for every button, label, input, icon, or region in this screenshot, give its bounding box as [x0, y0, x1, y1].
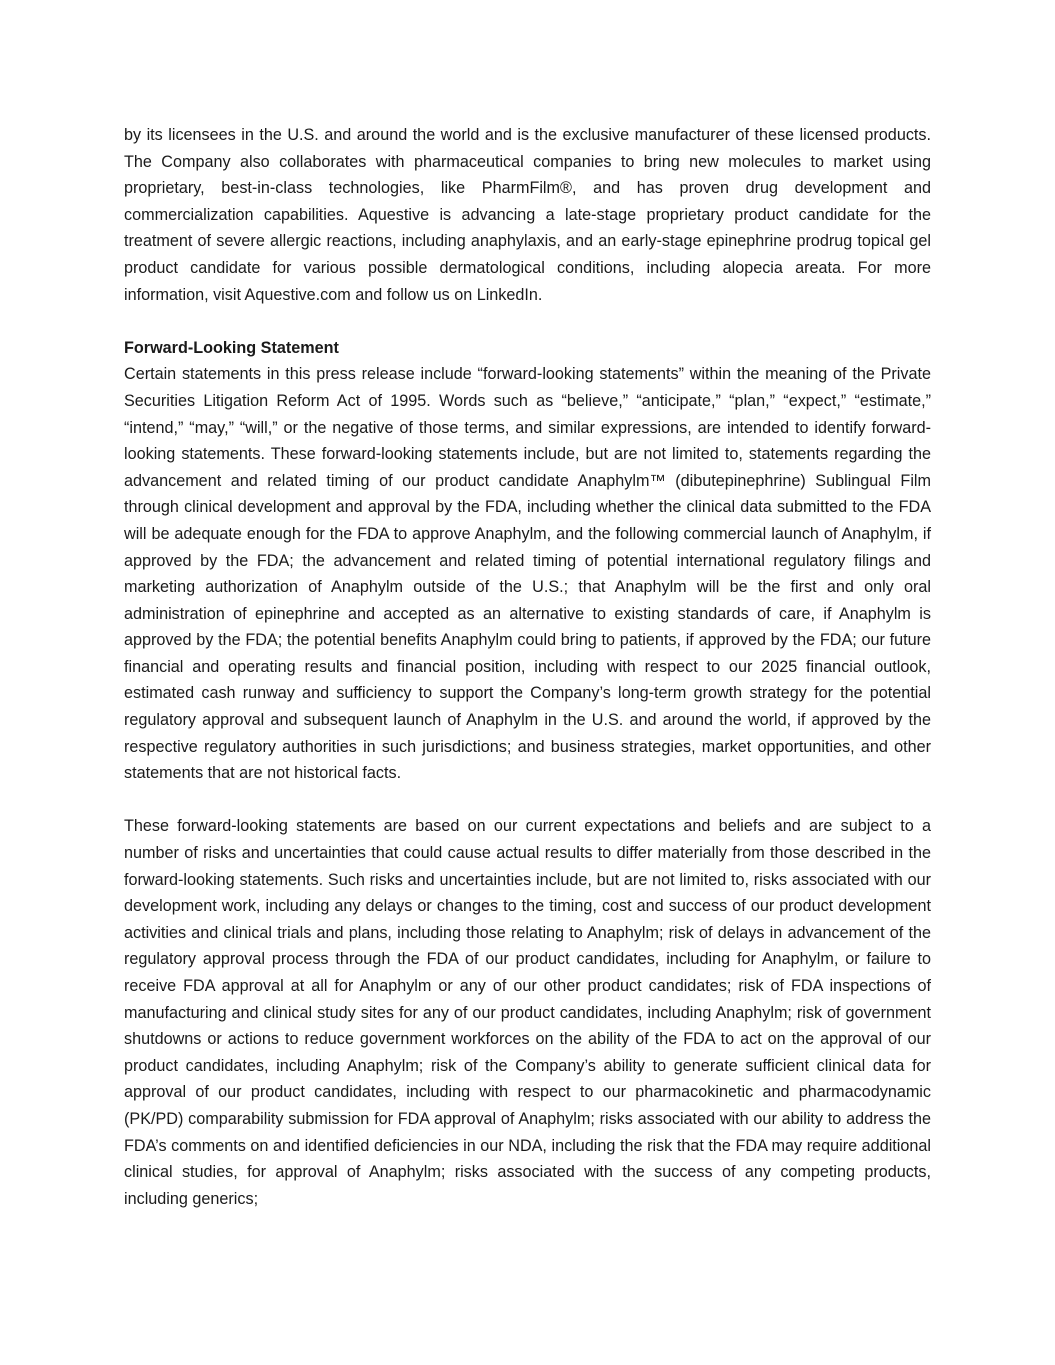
document-page: [124, 122, 931, 1212]
forward-looking-paragraph-2: These forward-looking statements are based on our current expectations and beliefs and are subject to a number of risks and uncertainties that could cause actual results to differ materially from those described in the forward-looking statements. Such risks and uncertainties include, but are not limited to, risks associated with our development work, including any delays or changes to the timing, cost and success of our product development activities and clinical trials and plans, including those relating to Anaphylm; risk of delays in advancement of the regulatory approval process through the FDA of our product candidates, including for Anaphylm, or failure to receive FDA approval at all for Anaphylm or any of our other product candidates; risk of FDA inspections of manufacturing and clinical study sites for any of our product candidates, including Anaphylm; risk of government shutdowns or actions to reduce government workforces on the ability of the FDA to act on the approval of our product candidates, including Anaphylm; risk of the Company’s ability to generate sufficient clinical data for approval of our product candidates, including with respect to our pharmacokinetic and pharmacodynamic (PK/PD) comparability submission for FDA approval of Anaphylm; risks associated with our ability to address the FDA’s comments on and identified deficiencies in our NDA, including the risk that the FDA may require additional clinical studies, for approval of Anaphylm; risks associated with the success of any competing products, including generics;: [124, 817, 931, 1208]
paragraph-spacer: [124, 787, 931, 814]
company-description-paragraph: by its licensees in the U.S. and around the world and is the exclusive manufacturer of these licensed products. The Company also collaborates with pharmaceutical companies to bring new molecules to market using proprietary, best-in-class technologies, like PharmFilm®, and has proven drug development and commercialization capabilities. Aquestive is advancing a late-stage proprietary product candidate for the treatment of severe allergic reactions, including anaphylaxis, and an early-stage epinephrine prodrug topical gel product candidate for various possible dermatological conditions, including alopecia areata. For more information, visit Aquestive.com and follow us on LinkedIn.: [124, 126, 931, 304]
forward-looking-paragraph-1: Certain statements in this press release include “forward-looking statements” within the meaning of the Private Securities Litigation Reform Act of 1995. Words such as “believe,” “anticipate,” “plan,” “expect,” “estimate,” “intend,” “may,” “will,” or the negative of those terms, and similar expressions, are intended to identify forward-looking statements. These forward-looking statements include, but are not limited to, statements regarding the advancement and related timing of our product candidate Anaphylm™ (dibutepinephrine) Sublingual Film through clinical development and approval by the FDA, including whether the clinical data submitted to the FDA will be adequate enough for the FDA to approve Anaphylm, and the following commercial launch of Anaphylm, if approved by the FDA; the advancement and related timing of potential international regulatory filings and marketing authorization of Anaphylm outside of the U.S.; that Anaphylm will be the first and only oral administration of epinephrine and accepted as an alternative to existing standards of care, if Anaphylm is approved by the FDA; the potential benefits Anaphylm could bring to patients, if approved by the FDA; our future financial and operating results and financial position, including with respect to our 2025 financial outlook, estimated cash runway and sufficiency to support the Company’s long-term growth strategy for the potential regulatory approval and subsequent launch of Anaphylm in the U.S. and around the world, if approved by the respective regulatory authorities in such jurisdictions; and business strategies, market opportunities, and other statements that are not historical facts.: [124, 365, 931, 783]
forward-looking-heading: Forward-Looking Statement: [124, 338, 339, 357]
paragraph-spacer: [124, 308, 931, 335]
